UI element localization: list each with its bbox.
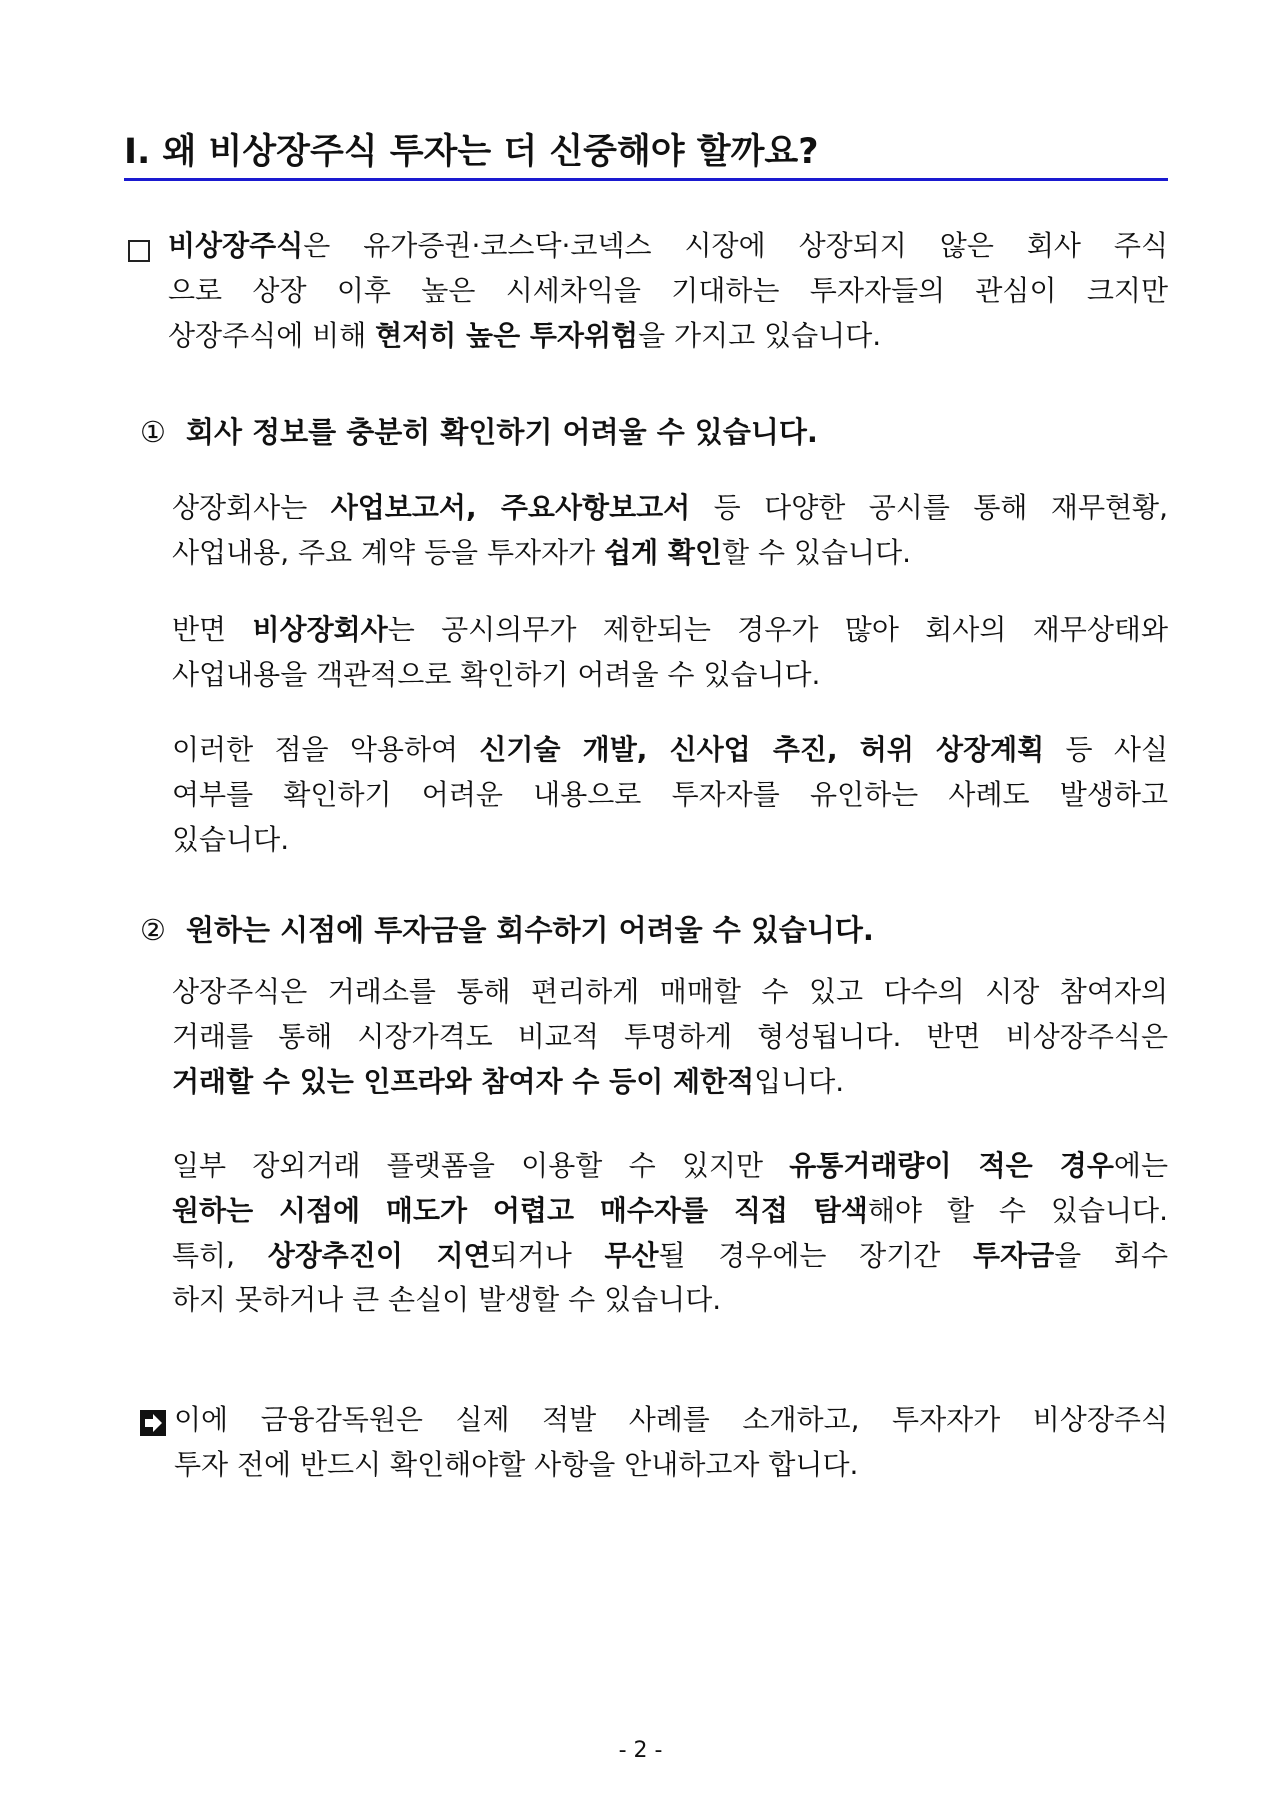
heading-underline bbox=[124, 178, 1168, 181]
circled-number-2: ② bbox=[140, 913, 166, 947]
point1-paragraph-3: 이러한 점을 악용하여 신기술 개발, 신사업 추진, 허위 상장계획 등 사실 여부를 확인하기 어려운 내용으로 투자자를 유인하는 사례도 발생하고 있습니다. bbox=[172, 733, 1168, 856]
point1-paragraph-1: 상장회사는 사업보고서, 주요사항보고서 등 다양한 공시를 통해 재무현황, 사업내용, 주요 계약 등을 투자자가 쉽게 확인할 수 있습니다. bbox=[172, 491, 1168, 569]
intro-line: 으로 상장 이후 높은 시세차익을 기대하는 투자자들의 관심이 크지만 bbox=[168, 273, 1168, 307]
intro-line-1-text: 은 유가증권·코스닥·코넥스 시장에 상장되지 않은 회사 주식 bbox=[303, 229, 1168, 262]
point2-heading bbox=[140, 910, 874, 950]
section-title: 왜 비상장주식 투자는 더 신중해야 할까요? bbox=[162, 132, 819, 172]
arrow-right-box-icon bbox=[140, 1410, 166, 1436]
square-bullet-icon bbox=[128, 240, 150, 262]
conclusion-paragraph: 이에 금융감독원은 실제 적발 사례를 소개하고, 투자자가 비상장주식 투자 전에 반드시 확인해야할 사항을 안내하고자 합니다. bbox=[174, 1403, 1168, 1481]
intro-line: 비상장주식은 유가증권·코스닥·코넥스 시장에 상장되지 않은 회사 주식 bbox=[168, 229, 1168, 262]
page-number: - 2 - bbox=[618, 1738, 663, 1763]
section-heading bbox=[124, 126, 1168, 178]
intro-line: 상장주식에 비해 현저히 높은 투자위험을 가지고 있습니다. bbox=[168, 318, 882, 352]
point2-title: 원하는 시점에 투자금을 회수하기 어려울 수 있습니다. bbox=[186, 913, 874, 947]
point2-paragraph-1: 상장주식은 거래소를 통해 편리하게 매매할 수 있고 다수의 시장 참여자의 거래를 통해 시장가격도 비교적 투명하게 형성됩니다. 반면 비상장주식은 거래할 수 있는 인프라와 참여자 수 등이 제한적입니다. bbox=[172, 975, 1168, 1098]
intro-paragraph bbox=[168, 224, 1168, 358]
point1-title: 회사 정보를 충분히 확인하기 어려울 수 있습니다. bbox=[186, 415, 818, 449]
point2-paragraph-2: 일부 장외거래 플랫폼을 이용할 수 있지만 유통거래량이 적은 경우에는 원하는 시점에 매도가 어렵고 매수자를 직접 탐색해야 할 수 있습니다. 특히, 상장추진이 지연되거나 무산될 경우에는 장기간 투자금을 회수 하지 못하거나 큰 손실이 발생할 수 있습니다. bbox=[172, 1149, 1169, 1317]
section-number: Ⅰ. bbox=[124, 132, 151, 172]
point1-paragraph-2: 반면 비상장회사는 공시의무가 제한되는 경우가 많아 회사의 재무상태와 사업내용을 객관적으로 확인하기 어려울 수 있습니다. bbox=[172, 613, 1168, 691]
point1-heading bbox=[140, 412, 818, 452]
circled-number-1: ① bbox=[140, 415, 166, 449]
